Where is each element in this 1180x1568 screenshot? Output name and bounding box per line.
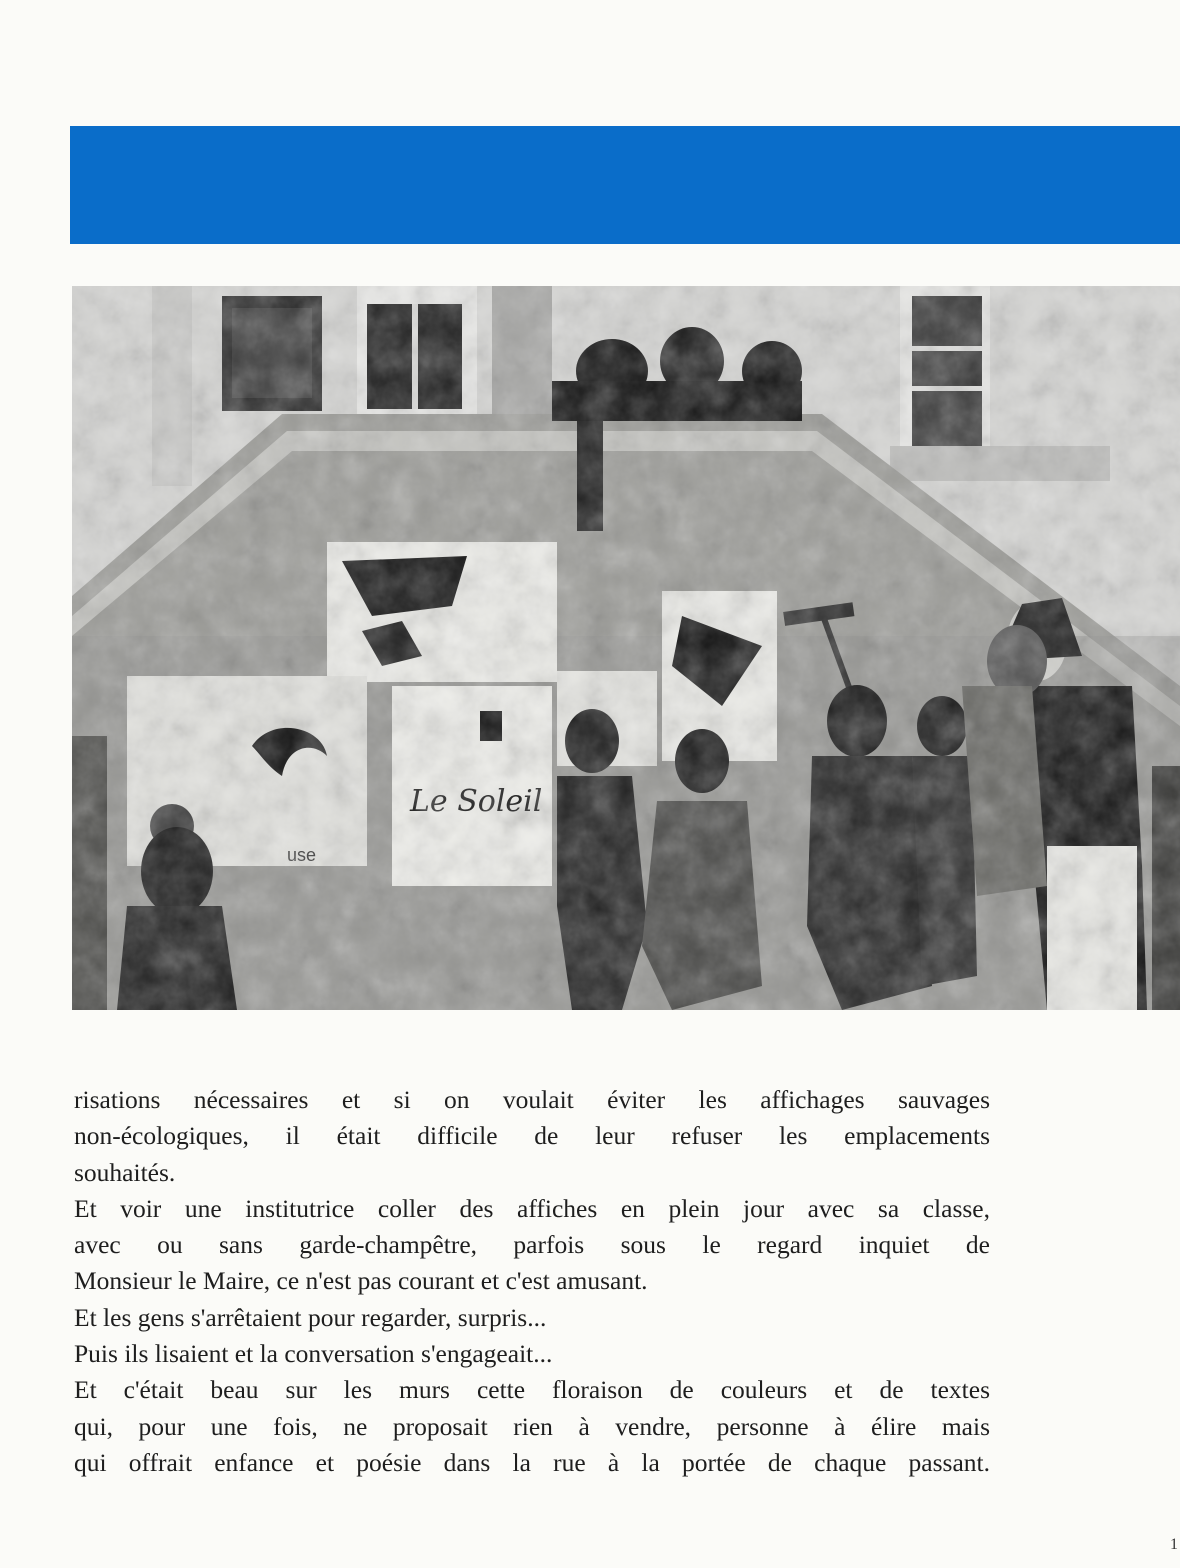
page-number: 1 xyxy=(1170,1536,1178,1553)
paragraph-line: risations nécessaires et si on voulait éviter les affichages sauvages xyxy=(74,1085,990,1114)
paragraph-line: Monsieur le Maire, ce n'est pas courant et c'est amusant. xyxy=(74,1266,648,1296)
paragraph-line: Et les gens s'arrêtaient pour regarder, surpris... xyxy=(74,1302,547,1332)
paragraph-line: qui offrait enfance et poésie dans la rue à la portée de chaque passant. xyxy=(74,1447,990,1477)
photograph-children-posting-posters xyxy=(72,286,1180,1010)
blue-header-band xyxy=(70,126,1180,244)
paragraph-line: Et c'était beau sur les murs cette floraison de couleurs et de textes xyxy=(74,1375,990,1405)
paragraph-line: souhaités. xyxy=(74,1157,176,1187)
paragraph-line: qui, pour une fois, ne proposait rien à vendre, personne à élire mais xyxy=(74,1411,990,1441)
paragraph-line: avec ou sans garde-champêtre, parfois sous le regard inquiet de xyxy=(74,1230,990,1260)
paragraph-line: Puis ils lisaient et la conversation s'engageait... xyxy=(74,1339,553,1369)
article-body xyxy=(74,1082,990,1481)
paragraph-line: Et voir une institutrice coller des affiches en plein jour avec sa classe, xyxy=(74,1193,990,1223)
paragraph-line: non-écologiques, il était difficile de leur refuser les emplacements xyxy=(74,1121,990,1151)
